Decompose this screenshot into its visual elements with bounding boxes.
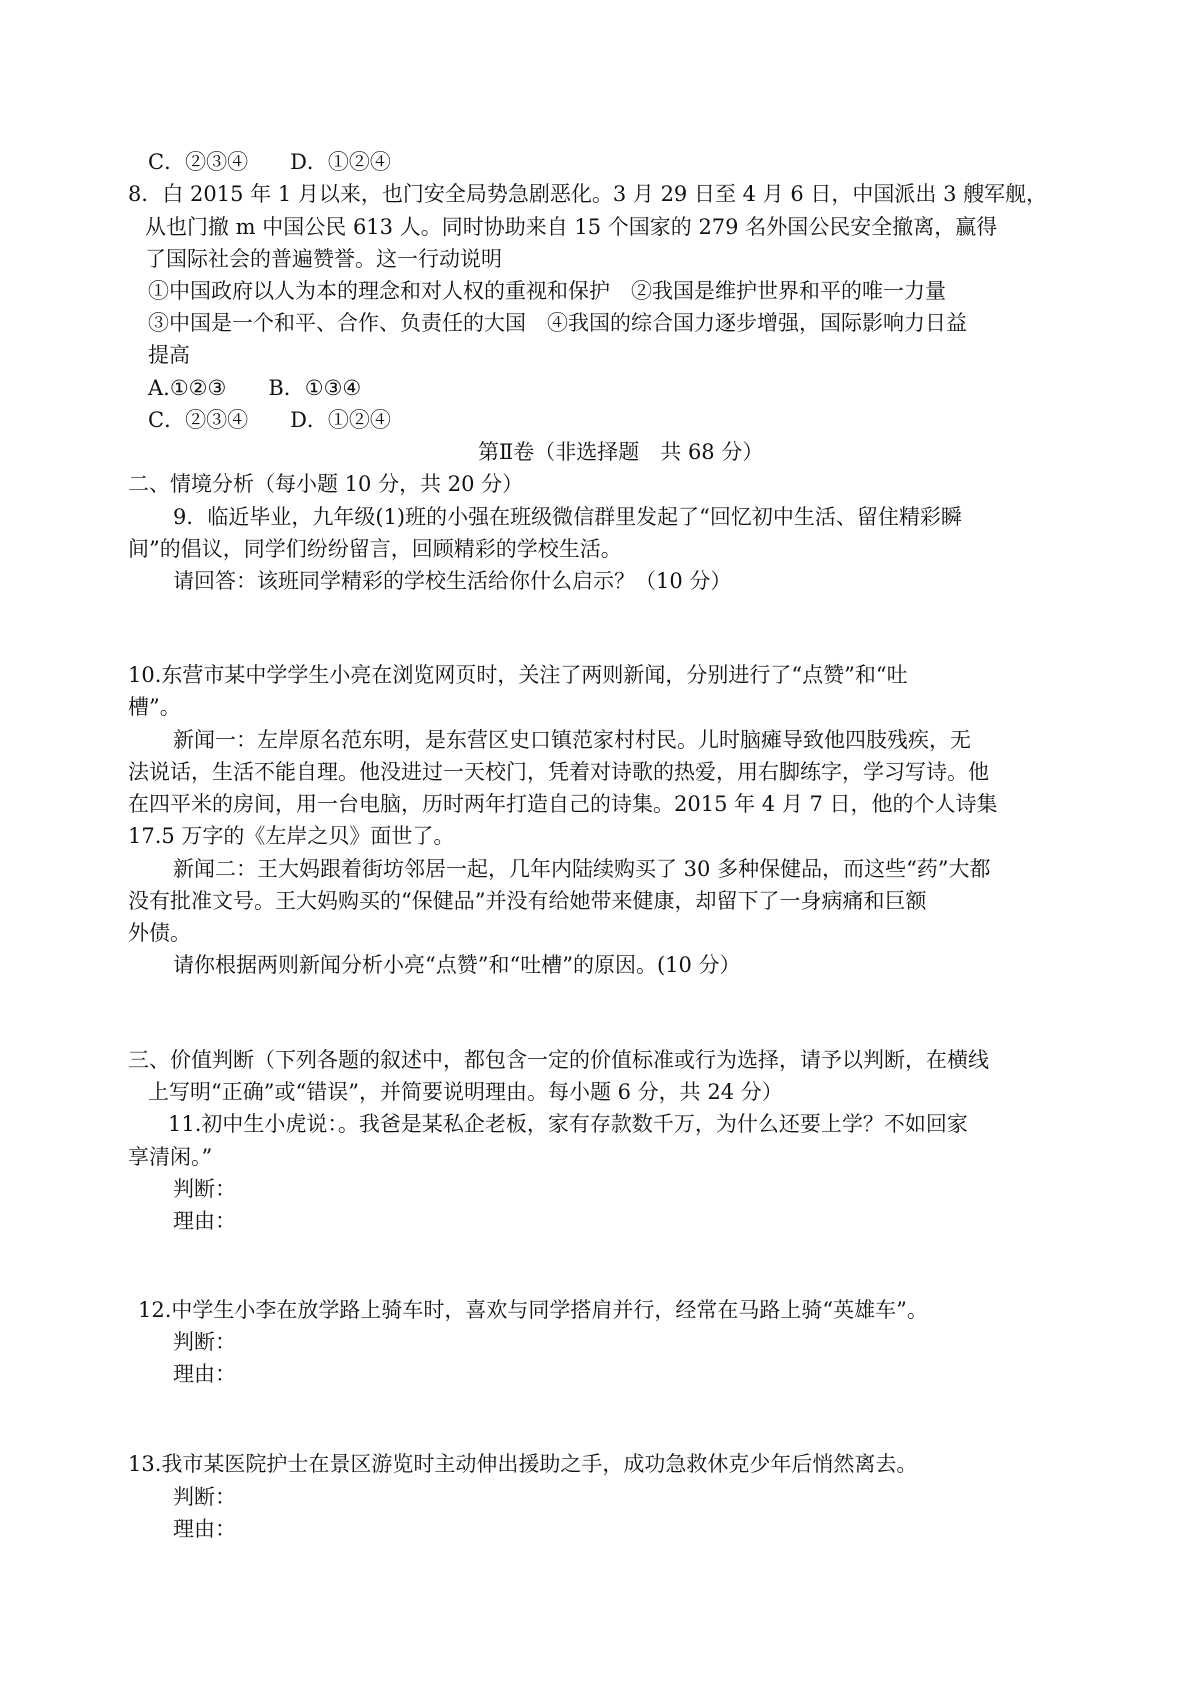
- q11-line1: 11.初中生小虎说：。我爸是某私企老板，家有存款数千万，为什么还要上学？不如回家: [168, 1112, 968, 1136]
- q9-line2: 间”的倡议，同学们纷纷留言，回顾精彩的学校生活。: [128, 537, 622, 561]
- q12-judge: 判断：: [173, 1330, 236, 1354]
- q8-stem-line2: 从也门撤 m 中国公民 613 人。同时协助来自 15 个国家的 279 名外国公民安全撤离，赢得: [145, 215, 998, 239]
- q12-reason: 理由：: [173, 1362, 236, 1386]
- q10-line2: 槽”。: [128, 695, 181, 719]
- q8-item-line2: ③中国是一个和平、合作、负责任的大国 ④我国的综合国力逐步增强，国际影响力日益: [148, 311, 967, 335]
- q11-judge: 判断：: [173, 1177, 236, 1201]
- news2-line1: 新闻二：王大妈跟着街坊邻居一起，几年内陆续购买了 30 多种保健品，而这些“药”大都: [173, 857, 991, 881]
- q12-line1: 12.中学生小李在放学路上骑车时，喜欢与同学搭肩并行，经常在马路上骑“英雄车”。: [138, 1298, 928, 1322]
- news2-line3: 外债。: [128, 921, 191, 945]
- news1-line4: 17.5 万字的《左岸之贝》面世了。: [128, 824, 455, 848]
- section3-heading-line2: 上写明“正确”或“错误”，并简要说明理由。每小题 6 分，共 24 分）: [148, 1080, 783, 1104]
- news2-line2: 没有批准文号。王大妈购买的“保健品”并没有给她带来健康，却留下了一身病痛和巨额: [128, 889, 927, 913]
- q8-stem-line1: 8．白 2015 年 1 月以来，也门安全局势急剧恶化。3 月 29 日至 4 月 6 日，中国派出 3 艘军舰，: [128, 182, 1048, 206]
- news1-line2: 法说话，生活不能自理。他没进过一天校门，凭着对诗歌的热爱，用右脚练字，学习写诗。他: [128, 760, 989, 784]
- q7-options-cd: C．②③④ D．①②④: [148, 150, 391, 174]
- section2-heading: 二、情境分析（每小题 10 分，共 20 分）: [128, 472, 524, 496]
- q9-line1: 9．临近毕业，九年级(1)班的小强在班级微信群里发起了“回忆初中生活、留住精彩瞬: [173, 505, 962, 529]
- q10-prompt: 请你根据两则新闻分析小亮“点赞”和“吐槽”的原因。(10 分）: [173, 953, 741, 977]
- q8-item-line3: 提高: [148, 343, 190, 367]
- q11-reason: 理由：: [173, 1209, 236, 1233]
- q9-prompt: 请回答：该班同学精彩的学校生活给你什么启示？（10 分）: [173, 569, 732, 593]
- q8-options-ab: A.①②③ B．①③④: [148, 376, 362, 400]
- news1-line3: 在四平米的房间，用一台电脑，历时两年打造自己的诗集。2015 年 4 月 7 日，他的个人诗集: [128, 792, 998, 816]
- q13-reason: 理由：: [173, 1517, 236, 1541]
- q8-options-cd: C．②③④ D．①②④: [148, 408, 391, 432]
- q11-line2: 享清闲。”: [128, 1145, 213, 1169]
- q8-stem-line3: 了国际社会的普遍赞誉。这一行动说明: [145, 247, 502, 271]
- news1-line1: 新闻一：左岸原名范东明，是东营区史口镇范家村村民。儿时脑瘫导致他四肢残疾，无: [173, 728, 971, 752]
- q13-judge: 判断：: [173, 1485, 236, 1509]
- q10-line1: 10.东营市某中学学生小亮在浏览网页时，关注了两则新闻，分别进行了“点赞”和“吐: [128, 663, 908, 687]
- part2-title: 第Ⅱ卷（非选择题 共 68 分）: [478, 440, 764, 464]
- q13-line1: 13.我市某医院护士在景区游览时主动伸出援助之手，成功急救休克少年后悄然离去。: [128, 1452, 918, 1476]
- q8-item-line1: ①中国政府以人为本的理念和对人权的重视和保护 ②我国是维护世界和平的唯一力量: [148, 279, 946, 303]
- section3-heading-line1: 三、价值判断（下列各题的叙述中，都包含一定的价值标准或行为选择，请予以判断，在横线: [128, 1048, 989, 1072]
